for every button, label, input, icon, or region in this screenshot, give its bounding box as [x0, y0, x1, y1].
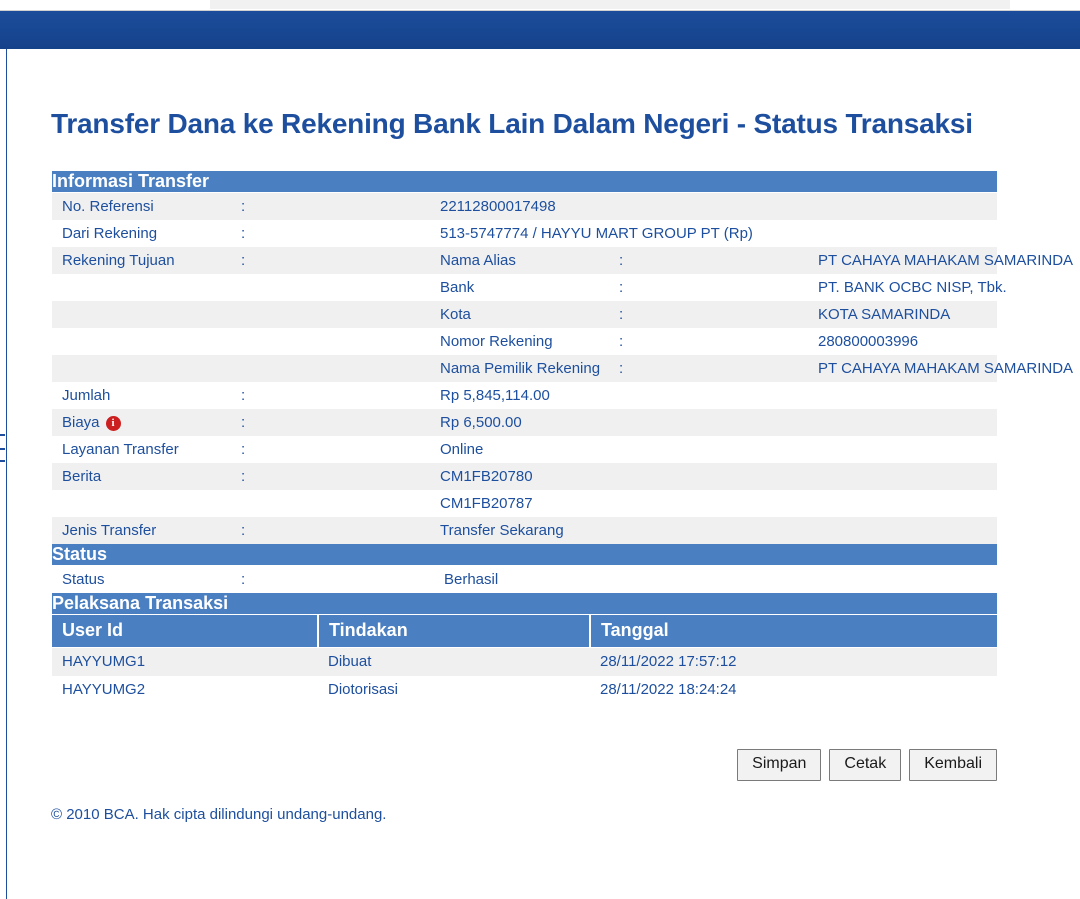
table-row-biaya	[52, 409, 997, 436]
section-header-label: Informasi Transfer	[52, 171, 997, 193]
row-colon-empty	[241, 490, 430, 517]
browser-tabstrip[interactable]	[210, 0, 1010, 9]
rail-tick-2	[0, 448, 5, 450]
row-label-biaya	[52, 409, 241, 436]
row-value: 22112800017498	[430, 193, 997, 221]
row-value: Transfer Sekarang	[430, 517, 997, 544]
row-label: Berita	[52, 463, 241, 490]
table-row	[52, 301, 997, 328]
column-header-user-id: User Id	[52, 615, 318, 648]
row-value: Online	[430, 436, 997, 463]
sub-row-value: PT CAHAYA MAHAKAM SAMARINDA	[808, 247, 997, 274]
table-row-rekening-tujuan	[52, 247, 997, 274]
cell-user-id: HAYYUMG1	[52, 648, 318, 677]
table-header-row	[52, 615, 997, 648]
status-badge: Berhasil	[430, 566, 997, 594]
row-label-empty	[52, 355, 241, 382]
row-colon-empty	[241, 274, 430, 301]
sub-row-value: 280800003996	[808, 328, 997, 355]
table-row	[52, 274, 997, 301]
row-label: Status	[52, 566, 241, 594]
cell-tanggal: 28/11/2022 17:57:12	[590, 648, 997, 677]
copyright-footer: © 2010 BCA. Hak cipta dilindungi undang-undang.	[51, 806, 387, 823]
cell-tindakan: Dibuat	[318, 648, 590, 677]
sub-row-colon: :	[619, 328, 808, 355]
table-row	[52, 220, 997, 247]
sub-row-value: PT CAHAYA MAHAKAM SAMARINDA	[808, 355, 997, 382]
cell-tindakan: Diotorisasi	[318, 676, 590, 704]
left-nav-rail	[0, 49, 7, 899]
table-row	[52, 648, 997, 677]
sub-row-colon: :	[619, 247, 808, 274]
row-colon: :	[241, 517, 430, 544]
sub-row-label: Nama Alias	[430, 247, 619, 274]
sub-row-colon: :	[619, 355, 808, 382]
browser-chrome-top	[0, 0, 1080, 11]
cell-tanggal: 28/11/2022 18:24:24	[590, 676, 997, 704]
sub-row-label: Bank	[430, 274, 619, 301]
sub-row-label: Nama Pemilik Rekening	[430, 355, 619, 382]
sub-row-colon: :	[619, 301, 808, 328]
row-label: Jumlah	[52, 382, 241, 409]
row-label: No. Referensi	[52, 193, 241, 221]
table-row-berita	[52, 463, 997, 490]
row-colon-empty	[241, 355, 430, 382]
transfer-details-container	[52, 171, 1074, 704]
rail-tick-3	[0, 460, 5, 462]
row-label: Rekening Tujuan	[52, 247, 241, 274]
informasi-transfer-table	[52, 171, 1074, 615]
row-colon-empty	[241, 328, 430, 355]
cetak-button[interactable]: Cetak	[829, 749, 901, 781]
simpan-button[interactable]: Simpan	[737, 749, 821, 781]
table-row	[52, 436, 997, 463]
page-content	[7, 49, 1080, 899]
table-row	[52, 382, 997, 409]
row-colon: :	[241, 247, 430, 274]
row-label: Biaya	[62, 414, 100, 431]
page-title: Transfer Dana ke Rekening Bank Lain Dalam Negeri - Status Transaksi	[51, 108, 973, 139]
section-header-label: Status	[52, 544, 997, 566]
table-row-status	[52, 566, 997, 594]
row-label-empty	[52, 490, 241, 517]
row-label-empty	[52, 274, 241, 301]
row-label-empty	[52, 301, 241, 328]
sub-row-label: Nomor Rekening	[430, 328, 619, 355]
row-value: Rp 6,500.00	[430, 409, 997, 436]
row-value: 513-5747774 / HAYYU MART GROUP PT (Rp)	[430, 220, 997, 247]
row-label: Jenis Transfer	[52, 517, 241, 544]
section-header-pelaksana	[52, 593, 997, 615]
pelaksana-transaksi-table	[52, 615, 997, 704]
table-row	[52, 355, 997, 382]
table-row	[52, 517, 997, 544]
row-value: Rp 5,845,114.00	[430, 382, 997, 409]
action-buttons	[737, 749, 997, 781]
section-header-status	[52, 544, 997, 566]
info-icon[interactable]: i	[106, 416, 121, 431]
sub-row-colon: :	[619, 274, 808, 301]
kembali-button[interactable]: Kembali	[909, 749, 997, 781]
site-header-band	[0, 11, 1080, 49]
row-label: Dari Rekening	[52, 220, 241, 247]
cell-user-id: HAYYUMG2	[52, 676, 318, 704]
sub-row-value: KOTA SAMARINDA	[808, 301, 997, 328]
column-header-tanggal: Tanggal	[590, 615, 997, 648]
row-value-2: CM1FB20787	[430, 490, 997, 517]
section-header-label: Pelaksana Transaksi	[52, 593, 997, 615]
row-label: Layanan Transfer	[52, 436, 241, 463]
row-colon: :	[241, 193, 430, 221]
row-colon: :	[241, 382, 430, 409]
row-colon: :	[241, 463, 430, 490]
row-value: CM1FB20780	[430, 463, 997, 490]
table-row	[52, 328, 997, 355]
table-row	[52, 676, 997, 704]
row-colon: :	[241, 566, 430, 594]
column-header-tindakan: Tindakan	[318, 615, 590, 648]
sub-row-value: PT. BANK OCBC NISP, Tbk.	[808, 274, 997, 301]
table-row-berita-2	[52, 490, 997, 517]
section-header-informasi-transfer	[52, 171, 997, 193]
row-colon: :	[241, 220, 430, 247]
row-colon-empty	[241, 301, 430, 328]
sub-row-label: Kota	[430, 301, 619, 328]
rail-tick-1	[0, 434, 5, 436]
row-colon: :	[241, 409, 430, 436]
row-label-empty	[52, 328, 241, 355]
row-colon: :	[241, 436, 430, 463]
table-row	[52, 193, 997, 221]
site-header-band-inner	[0, 11, 1080, 49]
